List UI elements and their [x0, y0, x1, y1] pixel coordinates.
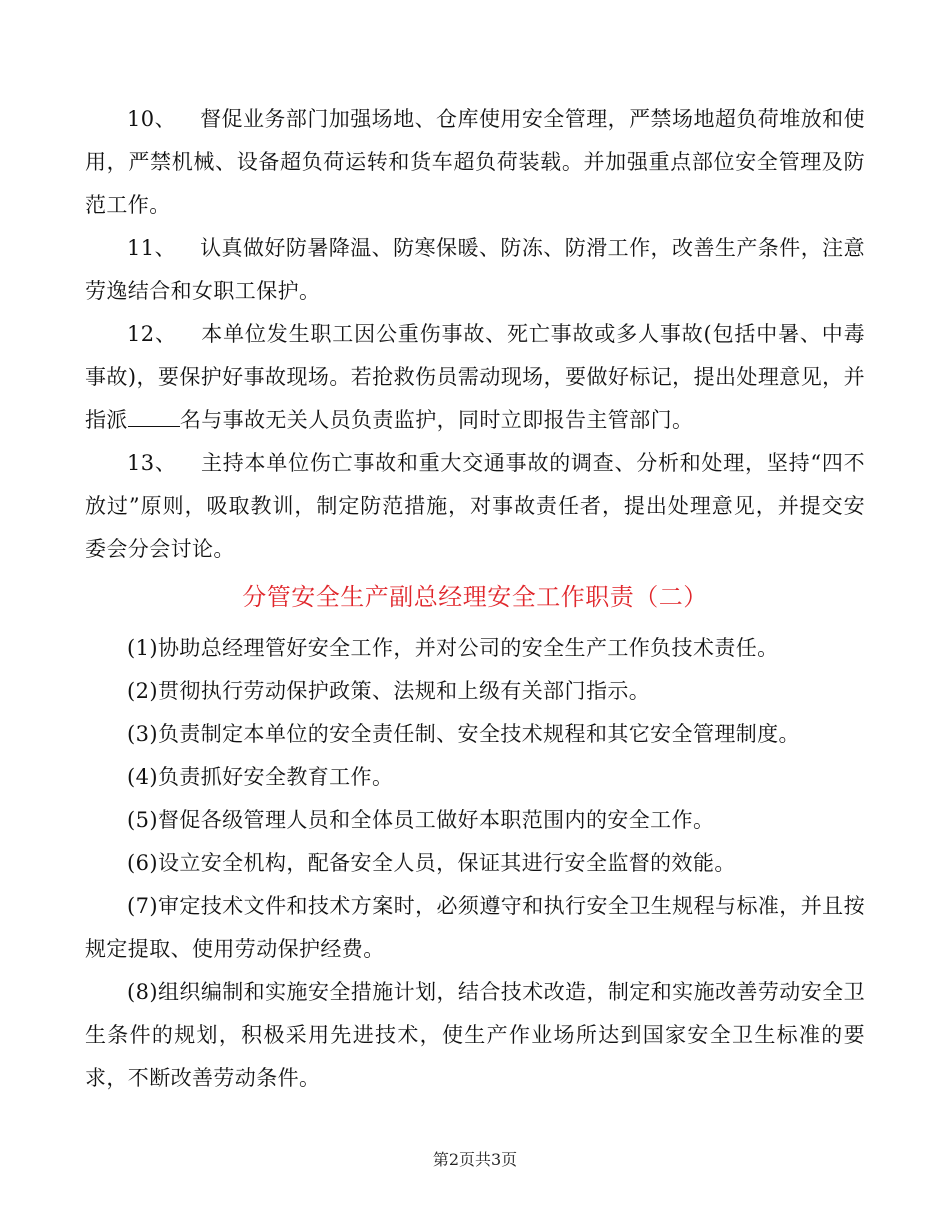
- item-number: 12、: [127, 322, 177, 346]
- section-title: 分管安全生产副总经理安全工作职责（二）: [242, 583, 708, 611]
- document-body: [85, 98, 865, 1100]
- item-text: 本单位发生职工因公重伤事故、死亡事故或多人事故(包括中暑、中毒事故)，要保护好事故现场。若抢救伤员需动现场，要做好标记，提出处理意见，并指派: [85, 322, 866, 432]
- section-item-3: (3)负责制定本单位的安全责任制、安全技术规程和其它安全管理制度。: [127, 722, 800, 746]
- fill-in-blank: [128, 408, 180, 427]
- item-text-continued: 名与事故无关人员负责监护，同时立即报告主管部门。: [179, 408, 694, 432]
- item-text: 主持本单位伤亡事故和重大交通事故的调查、分析和处理，坚持“四不放过”原则，吸取教训，制定防范措施，对事故责任者，提出处理意见，并提交安委会分会讨论。: [85, 451, 866, 561]
- section-item-8: (8)组织编制和实施安全措施计划，结合技术改造，制定和实施改善劳动安全卫生条件的规划，积极采用先进技术，使生产作业场所达到国家安全卫生标准的要求，不断改善劳动条件。: [85, 980, 865, 1090]
- item-number: 11、: [127, 236, 177, 260]
- section-item-1: (1)协助总经理管好安全工作，并对公司的安全生产工作负技术责任。: [127, 636, 779, 660]
- section-item-2: (2)贯彻执行劳动保护政策、法规和上级有关部门指示。: [127, 679, 651, 703]
- section-item-4: (4)负责抓好安全教育工作。: [127, 765, 394, 789]
- item-text: 认真做好防暑降温、防寒保暖、防冻、防滑工作，改善生产条件，注意劳逸结合和女职工保护。: [85, 236, 865, 303]
- list-item-10: [85, 98, 865, 227]
- list-item-13: [85, 442, 865, 571]
- item-text: 督促业务部门加强场地、仓库使用安全管理，严禁场地超负荷堆放和使用，严禁机械、设备超负荷运转和货车超负荷装载。并加强重点部位安全管理及防范工作。: [85, 107, 865, 217]
- item-number: 13、: [127, 451, 177, 475]
- section-item-6: (6)设立安全机构，配备安全人员，保证其进行安全监督的效能。: [127, 851, 736, 875]
- page-number-footer: 第2页共3页: [432, 1150, 518, 1169]
- section-item-7: (7)审定技术文件和技术方案时，必须遵守和执行安全卫生规程与标准，并且按规定提取、使用劳动保护经费。: [85, 894, 865, 961]
- item-number: 10、: [127, 107, 177, 131]
- list-item-11: [85, 227, 865, 313]
- section-item-5: (5)督促各级管理人员和全体员工做好本职范围内的安全工作。: [127, 808, 715, 832]
- list-item-12: [85, 313, 865, 442]
